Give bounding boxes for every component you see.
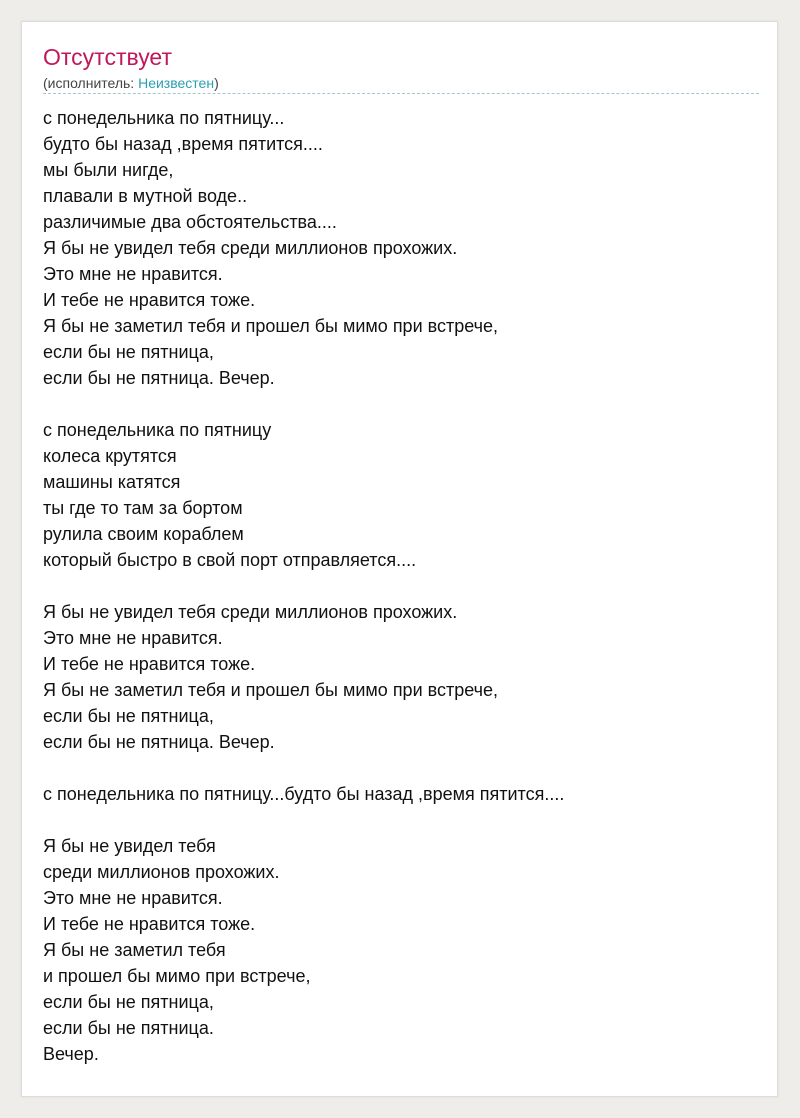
lyrics-line: машины катятся bbox=[43, 472, 181, 492]
lyrics-line: Я бы не увидел тебя среди миллионов прохожих. bbox=[43, 602, 458, 622]
lyrics-line: рулила своим кораблем bbox=[43, 524, 244, 544]
lyrics-line: плавали в мутной воде.. bbox=[43, 186, 248, 206]
artist-prefix: (исполнитель: bbox=[43, 75, 139, 91]
lyrics-line: Это мне не нравится. bbox=[43, 888, 223, 908]
lyrics-line: если бы не пятница. Вечер. bbox=[43, 732, 275, 752]
lyrics-line: с понедельника по пятницу... bbox=[43, 108, 285, 128]
lyrics-line: если бы не пятница, bbox=[43, 342, 214, 362]
lyrics-line: И тебе не нравится тоже. bbox=[43, 914, 256, 934]
lyrics-line: Я бы не заметил тебя и прошел бы мимо при встрече, bbox=[43, 316, 499, 336]
artist-line bbox=[43, 73, 219, 93]
lyrics-line: Я бы не заметил тебя и прошел бы мимо при встрече, bbox=[43, 680, 499, 700]
lyrics-line: с понедельника по пятницу bbox=[43, 420, 272, 440]
lyrics-line: который быстро в свой порт отправляется.... bbox=[43, 550, 417, 570]
artist-link[interactable]: Неизвестен bbox=[138, 75, 215, 91]
dashed-divider bbox=[43, 93, 759, 94]
lyrics-blank-line bbox=[43, 573, 759, 599]
lyrics-card bbox=[21, 21, 778, 1097]
lyrics-line: Это мне не нравится. bbox=[43, 264, 223, 284]
lyrics-body bbox=[43, 105, 759, 1067]
lyrics-line: ты где то там за бортом bbox=[43, 498, 243, 518]
lyrics-line: и прошел бы мимо при встрече, bbox=[43, 966, 311, 986]
lyrics-line: если бы не пятница, bbox=[43, 706, 214, 726]
lyrics-line: среди миллионов прохожих. bbox=[43, 862, 280, 882]
lyrics-line: Я бы не увидел тебя среди миллионов прохожих. bbox=[43, 238, 458, 258]
lyrics-line: с понедельника по пятницу...будто бы назад ,время пятится.... bbox=[43, 784, 565, 804]
lyrics-blank-line bbox=[43, 807, 759, 833]
lyrics-line: Вечер. bbox=[43, 1044, 99, 1064]
lyrics-line: Я бы не заметил тебя bbox=[43, 940, 226, 960]
lyrics-blank-line bbox=[43, 755, 759, 781]
lyrics-line: различимые два обстоятельства.... bbox=[43, 212, 337, 232]
lyrics-blank-line bbox=[43, 391, 759, 417]
lyrics-line: если бы не пятница. Вечер. bbox=[43, 368, 275, 388]
artist-suffix: ) bbox=[214, 75, 219, 91]
lyrics-line: Я бы не увидел тебя bbox=[43, 836, 216, 856]
lyrics-line: мы были нигде, bbox=[43, 160, 174, 180]
lyrics-line: И тебе не нравится тоже. bbox=[43, 654, 256, 674]
lyrics-line: если бы не пятница. bbox=[43, 1018, 214, 1038]
lyrics-line: Это мне не нравится. bbox=[43, 628, 223, 648]
lyrics-line: если бы не пятница, bbox=[43, 992, 214, 1012]
song-title: Отсутствует bbox=[43, 44, 172, 70]
lyrics-line: будто бы назад ,время пятится.... bbox=[43, 134, 323, 154]
lyrics-line: И тебе не нравится тоже. bbox=[43, 290, 256, 310]
lyrics-line: колеса крутятся bbox=[43, 446, 177, 466]
